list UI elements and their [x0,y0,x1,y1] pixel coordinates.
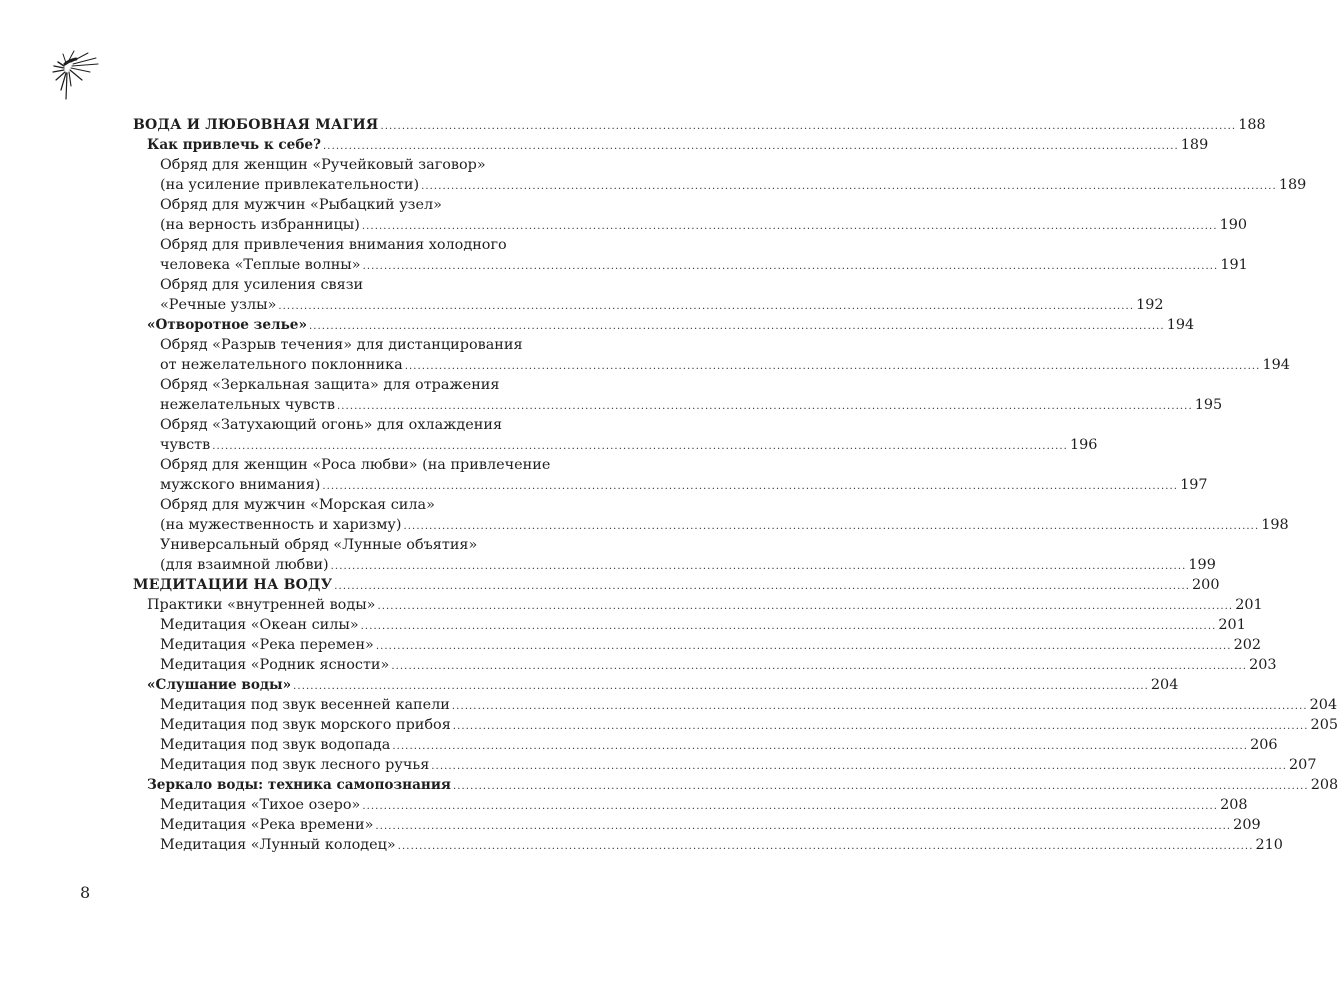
toc-title: Зеркало воды: техника самопознания [147,777,451,793]
toc-page-number: 207 [1289,757,1317,773]
toc-entry[interactable] [133,335,1290,375]
toc-page-number: 204 [1150,677,1179,693]
toc-line [133,235,548,255]
toc-line [133,795,1248,815]
toc-page-number: 198 [1261,517,1289,533]
toc-line [133,335,548,355]
toc-title: Медитация под звук водопада [160,737,391,753]
toc-title: Медитация под звук лесного ручья [160,757,430,773]
toc-line [133,595,1263,615]
toc-leader-dots: ........................................................................................................................................................................................................ [377,601,1234,612]
toc-line [133,455,551,475]
toc-title: Как привлечь к себе? [147,137,322,153]
toc-title: Медитация «Родник ясности» [160,657,390,673]
toc-title: от нежелательного поклонника [160,357,403,373]
toc-title: «Отворотное зелье» [147,317,307,333]
toc-page-number: 208 [1310,777,1338,793]
page-number [80,883,90,902]
toc-title: Медитация под звук весенней капели [160,697,450,713]
toc-entry[interactable] [133,655,1277,675]
toc-line [133,135,1209,155]
toc-title: Обряд для женщин «Роса любви» (на привлечение [160,457,551,473]
toc-page-number: 190 [1219,217,1248,233]
toc-leader-dots: ........................................................................................................................................................................................................ [375,641,1232,652]
toc-title: Медитация «Тихое озеро» [160,797,361,813]
toc-line [133,655,1277,675]
toc-title: Медитация «Река перемен» [160,637,374,653]
toc-leader-dots: ........................................................................................................................................................................................................ [431,761,1288,772]
toc-line [133,355,1290,375]
toc-line [133,115,1266,135]
toc-leader-dots: ........................................................................................................................................................................................................ [391,661,1248,672]
toc-page-number: 202 [1233,637,1262,653]
toc-entry[interactable] [133,755,1317,775]
toc-page-number: 189 [1278,177,1307,193]
toc-page-number: 200 [1192,577,1220,593]
toc-page-number: 210 [1255,837,1283,853]
toc-line [133,275,548,295]
toc-leader-dots: ........................................................................................................................................................................................................ [334,581,1191,592]
toc-title: Обряд «Разрыв течения» для дистанцирования [160,337,523,353]
toc-line [133,675,1179,695]
toc-title: Универсальный обряд «Лунные объятия» [160,537,478,553]
toc-entry[interactable] [133,615,1246,635]
toc-title: (на усиление привлекательности) [160,177,420,193]
toc-line [133,295,1164,315]
toc-page-number: 205 [1310,717,1338,733]
toc-line [133,395,1223,415]
toc-title: Обряд для женщин «Ручейковый заговор» [160,157,486,173]
toc-line [133,635,1262,655]
toc-line [133,615,1246,635]
toc-title: мужского внимания) [160,477,321,493]
toc-entry[interactable] [133,415,1098,455]
toc-line [133,715,1338,735]
toc-entry[interactable] [133,155,1307,195]
toc-line [133,195,548,215]
toc-entry[interactable] [133,235,1248,275]
toc-leader-dots: ........................................................................................................................................................................................................ [452,781,1309,792]
toc-leader-dots: ........................................................................................................................................................................................................ [380,121,1237,132]
toc-page-number: 188 [1238,117,1266,133]
toc-entry[interactable] [133,135,1209,155]
toc-line [133,215,1248,235]
toc-line [133,155,548,175]
toc-entry[interactable] [133,835,1283,855]
toc-entry[interactable] [133,595,1263,615]
toc-title: человека «Теплые волны» [160,257,361,273]
toc-title: (для взаимной любви) [160,557,329,573]
toc-line [133,535,548,555]
toc-entry[interactable] [133,675,1179,695]
toc-page-number: 209 [1233,817,1261,833]
toc-line [133,435,1098,455]
toc-line [133,495,548,515]
toc-leader-dots: ........................................................................................................................................................................................................ [308,321,1165,332]
toc-leader-dots: ........................................................................................................................................................................................................ [336,401,1193,412]
toc-line [133,755,1317,775]
toc-entry[interactable] [133,775,1338,795]
toc-title: Обряд для мужчин «Морская сила» [160,497,435,513]
toc-line [133,175,1307,195]
toc-page-number: 201 [1235,597,1263,613]
toc-title: Медитация «Река времени» [160,817,374,833]
toc-entry[interactable] [133,195,1248,235]
sunburst-ornament-icon [52,50,102,102]
toc-page-number: 196 [1069,437,1098,453]
toc-entry[interactable] [133,795,1248,815]
toc-leader-dots: ........................................................................................................................................................................................................ [392,741,1249,752]
toc-leader-dots: ........................................................................................................................................................................................................ [362,261,1219,272]
toc-leader-dots: ........................................................................................................................................................................................................ [278,301,1135,312]
toc-page-number: 189 [1180,137,1209,153]
toc-title: Практики «внутренней воды» [147,597,376,613]
toc-title: Медитация под звук морского прибоя [160,717,451,733]
toc-title: Обряд «Зеркальная защита» для отражения [160,377,500,393]
toc-leader-dots: ........................................................................................................................................................................................................ [323,141,1179,152]
toc-title: чувств [160,437,211,453]
toc-line [133,775,1338,795]
toc-entry[interactable] [133,455,1208,495]
toc-leader-dots: ........................................................................................................................................................................................................ [451,701,1308,712]
toc-leader-dots: ........................................................................................................................................................................................................ [330,561,1187,572]
toc-page-number: 208 [1220,797,1248,813]
toc-entry[interactable] [133,635,1262,655]
toc-leader-dots: ........................................................................................................................................................................................................ [322,481,1179,492]
toc-title: Обряд для привлечения внимания холодного [160,237,507,253]
toc-title: Обряд для усиления связи [160,277,364,293]
toc-page-number: 194 [1166,317,1195,333]
toc-leader-dots: ........................................................................................................................................................................................................ [452,721,1309,732]
toc-entry[interactable] [133,495,1289,535]
toc-entry[interactable] [133,735,1278,755]
toc-line [133,575,1220,595]
toc-title: (на верность избранницы) [160,217,360,233]
toc-entry[interactable] [133,275,1164,315]
toc-leader-dots: ........................................................................................................................................................................................................ [361,221,1218,232]
toc-line [133,315,1195,335]
toc-entry[interactable] [133,535,1216,575]
toc-entry[interactable] [133,695,1338,715]
toc-page-number: 199 [1188,557,1216,573]
toc-title: Обряд для мужчин «Рыбацкий узел» [160,197,442,213]
toc-title: Медитация «Океан силы» [160,617,359,633]
toc-title: «Речные узлы» [160,297,277,313]
toc-title: МЕДИТАЦИИ НА ВОДУ [133,577,333,593]
toc-title: ВОДА И ЛЮБОВНАЯ МАГИЯ [133,117,379,133]
toc-line [133,415,548,435]
toc-entry[interactable] [133,715,1338,735]
toc-line [133,835,1283,855]
toc-leader-dots: ........................................................................................................................................................................................................ [362,801,1219,812]
toc-page-number: 194 [1262,357,1290,373]
toc-title: Медитация «Лунный колодец» [160,837,396,853]
toc-entry[interactable] [133,115,1266,135]
toc-title: «Слушание воды» [147,677,292,693]
toc-page-number: 195 [1194,397,1223,413]
toc-line [133,815,1261,835]
toc-entry[interactable] [133,315,1195,335]
toc-line [133,555,1216,575]
toc-title: (на мужественность и харизму) [160,517,402,533]
table-of-contents [133,115,1338,855]
toc-leader-dots: ........................................................................................................................................................................................................ [375,821,1232,832]
toc-leader-dots: ........................................................................................................................................................................................................ [397,841,1254,852]
toc-page-number: 203 [1249,657,1277,673]
toc-page-number: 206 [1250,737,1278,753]
toc-line [133,475,1208,495]
toc-line [133,255,1248,275]
toc-leader-dots: ........................................................................................................................................................................................................ [421,181,1277,192]
toc-title: нежелательных чувств [160,397,335,413]
toc-leader-dots: ........................................................................................................................................................................................................ [403,521,1260,532]
toc-leader-dots: ........................................................................................................................................................................................................ [212,441,1068,452]
toc-page-number: 191 [1220,257,1248,273]
toc-line [133,375,548,395]
toc-page-number: 192 [1136,297,1164,313]
toc-entry[interactable] [133,815,1261,835]
toc-leader-dots: ........................................................................................................................................................................................................ [293,681,1149,692]
toc-page-number: 201 [1218,617,1246,633]
toc-entry[interactable] [133,575,1220,595]
page-number-text: 8 [80,883,91,902]
toc-title: Обряд «Затухающий огонь» для охлаждения [160,417,503,433]
toc-leader-dots: ........................................................................................................................................................................................................ [360,621,1217,632]
toc-page-number: 204 [1309,697,1338,713]
toc-line [133,695,1338,715]
toc-leader-dots: ........................................................................................................................................................................................................ [404,361,1261,372]
toc-line [133,735,1278,755]
toc-page-number: 197 [1180,477,1208,493]
toc-line [133,515,1289,535]
toc-entry[interactable] [133,375,1223,415]
